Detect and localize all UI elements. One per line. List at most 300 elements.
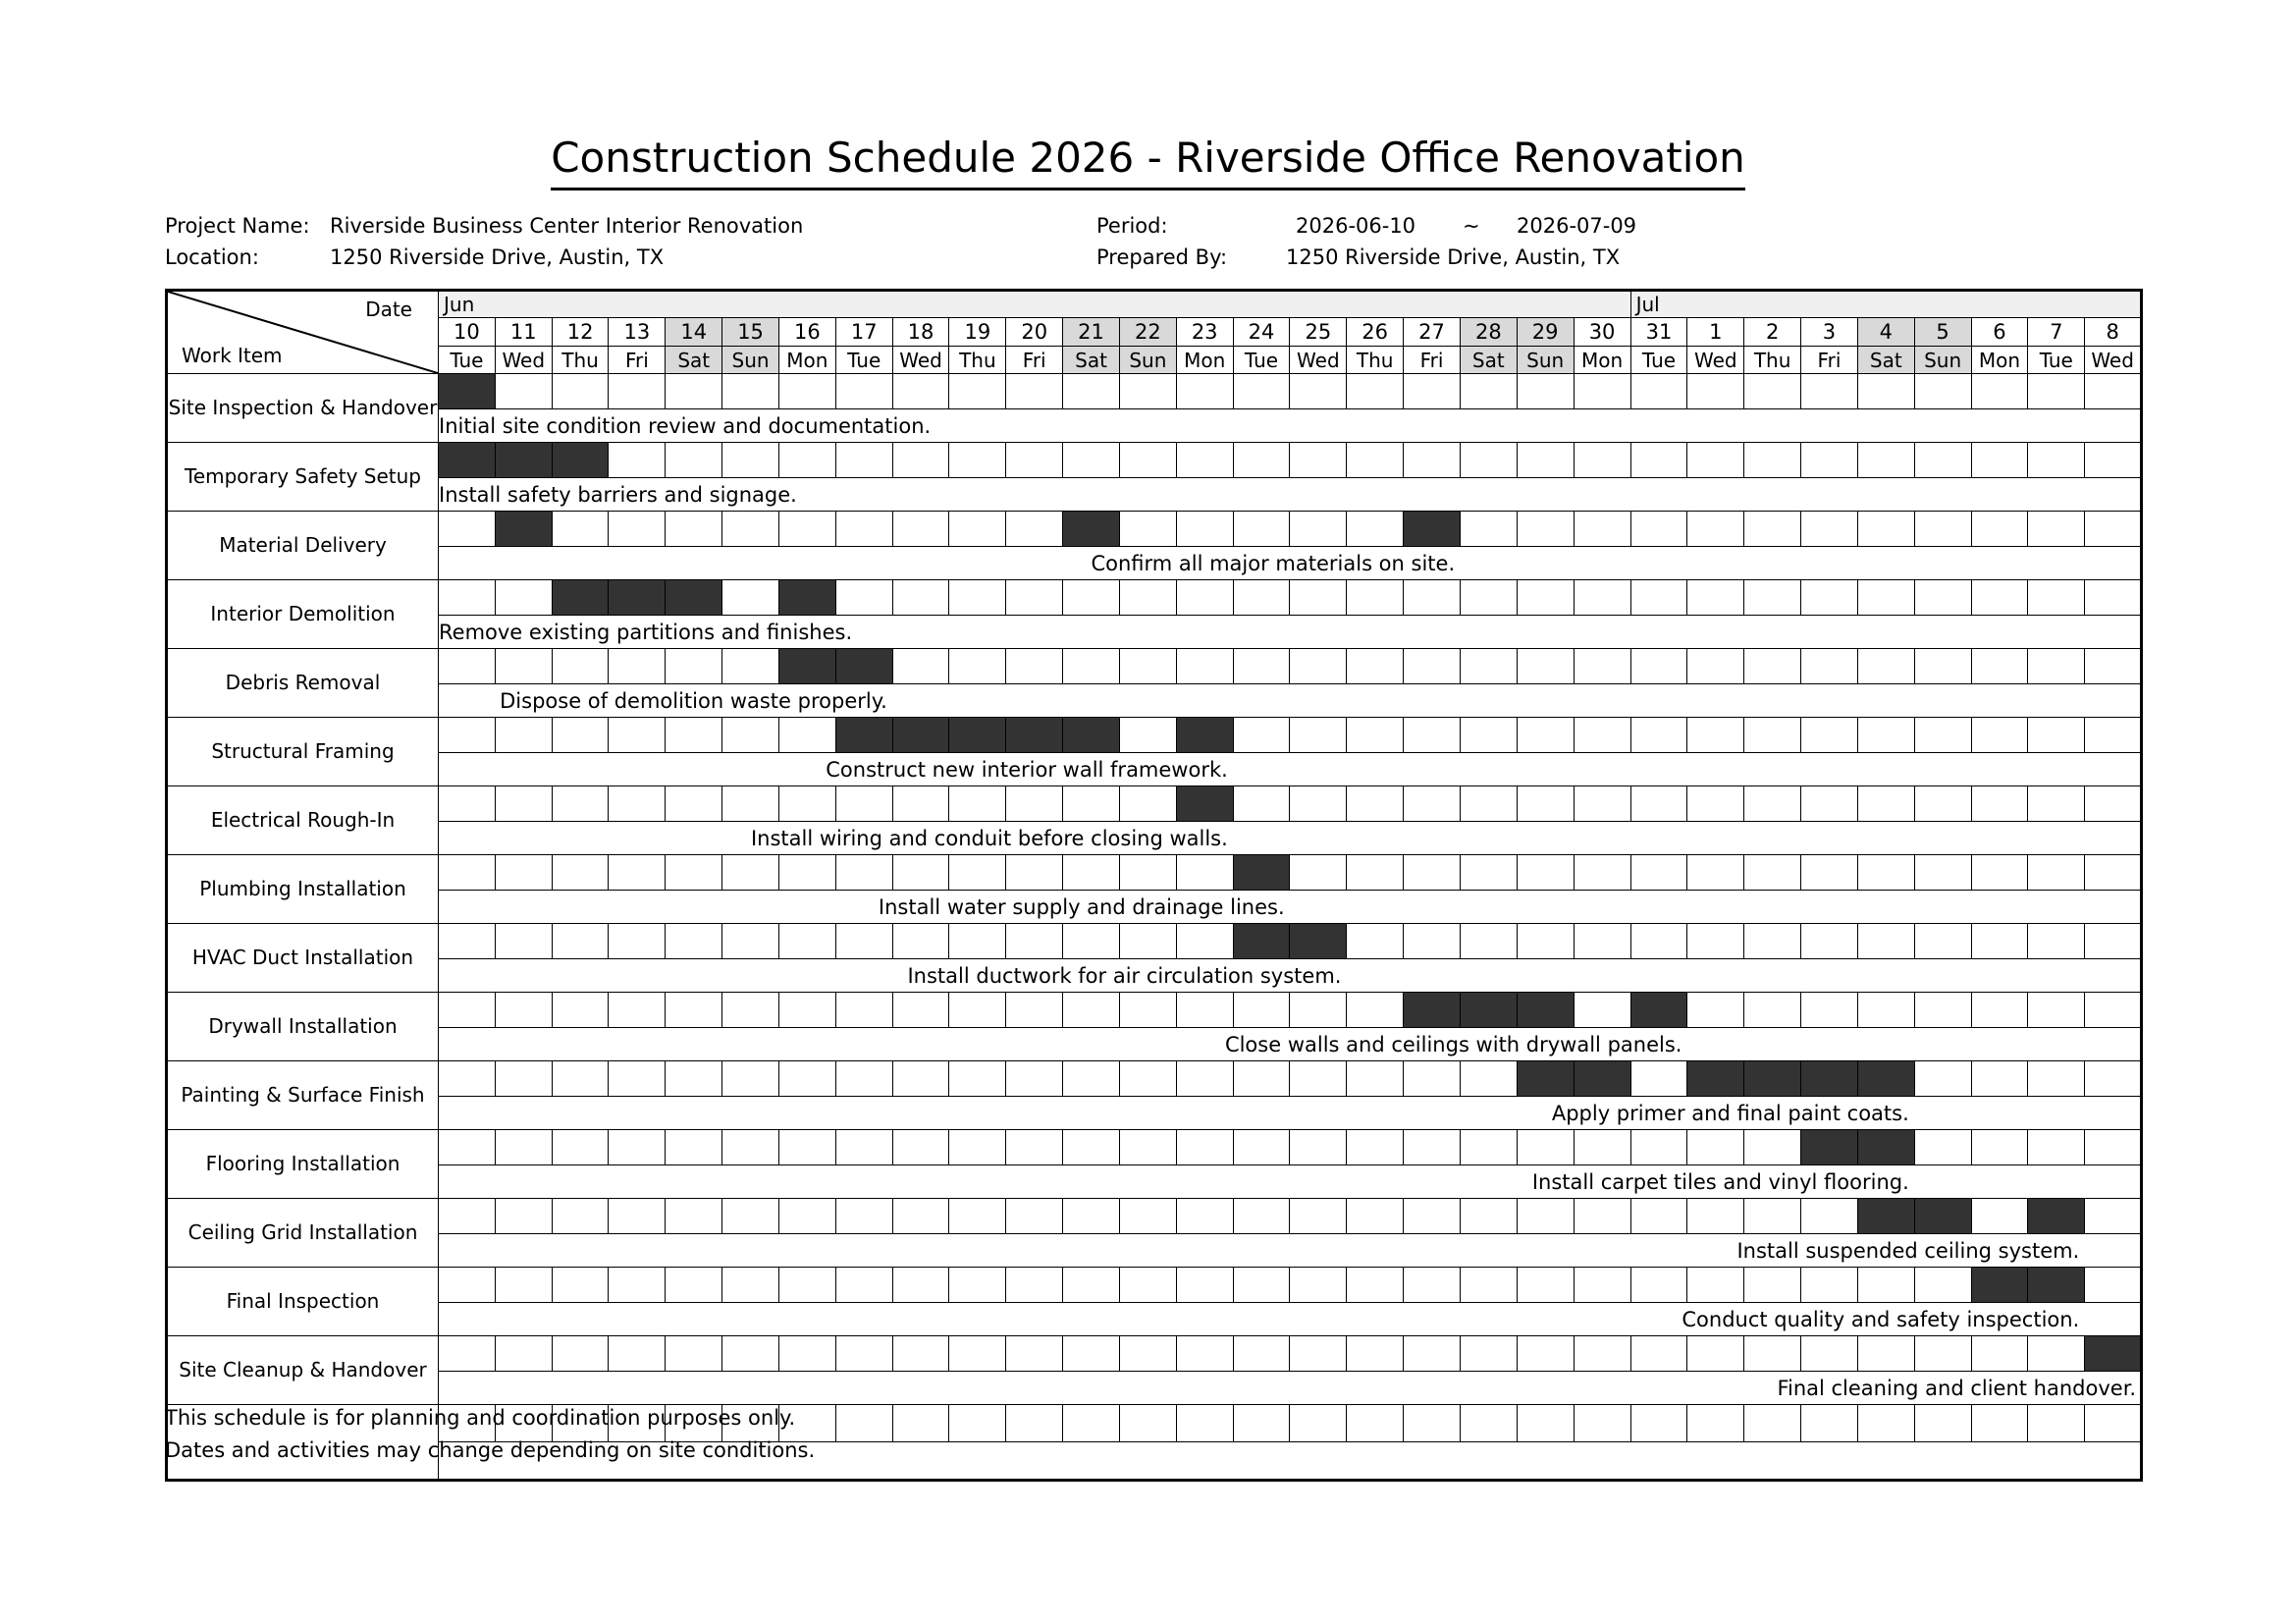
gantt-empty-cell[interactable] bbox=[1630, 924, 1687, 959]
gantt-empty-cell[interactable] bbox=[1914, 993, 1971, 1028]
gantt-empty-cell[interactable] bbox=[1404, 1336, 1461, 1372]
gantt-empty-cell[interactable] bbox=[1801, 443, 1858, 478]
gantt-empty-cell[interactable] bbox=[439, 1199, 496, 1234]
gantt-empty-cell[interactable] bbox=[2028, 1130, 2085, 1165]
gantt-empty-cell[interactable] bbox=[609, 786, 666, 822]
gantt-empty-cell[interactable] bbox=[666, 512, 722, 547]
gantt-empty-cell[interactable] bbox=[778, 718, 835, 753]
gantt-empty-cell[interactable] bbox=[439, 924, 496, 959]
gantt-empty-cell[interactable] bbox=[1404, 580, 1461, 616]
gantt-empty-cell[interactable] bbox=[835, 1130, 892, 1165]
gantt-empty-cell[interactable] bbox=[892, 1199, 949, 1234]
task-label[interactable]: Drywall Installation bbox=[167, 993, 439, 1061]
gantt-empty-cell[interactable] bbox=[1063, 649, 1120, 684]
gantt-empty-cell[interactable] bbox=[1630, 1336, 1687, 1372]
gantt-empty-cell[interactable] bbox=[1233, 512, 1290, 547]
gantt-empty-cell[interactable] bbox=[609, 1199, 666, 1234]
task-label[interactable]: Site Cleanup & Handover bbox=[167, 1336, 439, 1405]
task-label[interactable]: Temporary Safety Setup bbox=[167, 443, 439, 512]
gantt-empty-cell[interactable] bbox=[1404, 1061, 1461, 1097]
gantt-empty-cell[interactable] bbox=[1517, 443, 1574, 478]
gantt-empty-cell[interactable] bbox=[949, 580, 1006, 616]
gantt-empty-cell[interactable] bbox=[1404, 649, 1461, 684]
gantt-empty-cell[interactable] bbox=[1063, 1130, 1120, 1165]
gantt-bar-segment[interactable] bbox=[2028, 1199, 2085, 1234]
gantt-empty-cell[interactable] bbox=[1404, 786, 1461, 822]
gantt-empty-cell[interactable] bbox=[1971, 1130, 2028, 1165]
gantt-empty-cell[interactable] bbox=[1517, 718, 1574, 753]
gantt-bar-segment[interactable] bbox=[2028, 1268, 2085, 1303]
gantt-empty-cell[interactable] bbox=[1517, 1336, 1574, 1372]
gantt-empty-cell[interactable] bbox=[1290, 512, 1347, 547]
gantt-empty-cell[interactable] bbox=[722, 374, 779, 409]
gantt-empty-cell[interactable] bbox=[722, 1199, 779, 1234]
gantt-empty-cell[interactable] bbox=[2085, 786, 2142, 822]
gantt-empty-cell[interactable] bbox=[1630, 1061, 1687, 1097]
gantt-empty-cell[interactable] bbox=[439, 580, 496, 616]
gantt-empty-cell[interactable] bbox=[1119, 718, 1176, 753]
gantt-empty-cell[interactable] bbox=[1347, 374, 1404, 409]
gantt-empty-cell[interactable] bbox=[1119, 1336, 1176, 1372]
gantt-empty-cell[interactable] bbox=[1744, 1336, 1801, 1372]
gantt-empty-cell[interactable] bbox=[1063, 1405, 1120, 1442]
gantt-empty-cell[interactable] bbox=[1857, 1268, 1914, 1303]
gantt-bar-segment[interactable] bbox=[1914, 1199, 1971, 1234]
gantt-empty-cell[interactable] bbox=[552, 855, 609, 891]
gantt-empty-cell[interactable] bbox=[1517, 374, 1574, 409]
gantt-empty-cell[interactable] bbox=[1517, 855, 1574, 891]
gantt-empty-cell[interactable] bbox=[666, 1130, 722, 1165]
gantt-bar-segment[interactable] bbox=[552, 580, 609, 616]
gantt-empty-cell[interactable] bbox=[1630, 580, 1687, 616]
gantt-empty-cell[interactable] bbox=[835, 1405, 892, 1442]
gantt-empty-cell[interactable] bbox=[892, 443, 949, 478]
gantt-empty-cell[interactable] bbox=[1801, 993, 1858, 1028]
gantt-empty-cell[interactable] bbox=[1404, 718, 1461, 753]
gantt-empty-cell[interactable] bbox=[1119, 1405, 1176, 1442]
gantt-empty-cell[interactable] bbox=[1914, 924, 1971, 959]
gantt-empty-cell[interactable] bbox=[892, 1268, 949, 1303]
gantt-empty-cell[interactable] bbox=[722, 786, 779, 822]
gantt-empty-cell[interactable] bbox=[1006, 1336, 1063, 1372]
task-label[interactable]: Interior Demolition bbox=[167, 580, 439, 649]
gantt-empty-cell[interactable] bbox=[722, 443, 779, 478]
gantt-empty-cell[interactable] bbox=[1744, 993, 1801, 1028]
gantt-bar-segment[interactable] bbox=[609, 580, 666, 616]
gantt-empty-cell[interactable] bbox=[1460, 1130, 1517, 1165]
gantt-empty-cell[interactable] bbox=[1290, 1061, 1347, 1097]
gantt-empty-cell[interactable] bbox=[1914, 1268, 1971, 1303]
gantt-empty-cell[interactable] bbox=[835, 786, 892, 822]
gantt-empty-cell[interactable] bbox=[1404, 1268, 1461, 1303]
gantt-empty-cell[interactable] bbox=[835, 1199, 892, 1234]
gantt-empty-cell[interactable] bbox=[1404, 1405, 1461, 1442]
gantt-empty-cell[interactable] bbox=[892, 1405, 949, 1442]
gantt-empty-cell[interactable] bbox=[439, 1336, 496, 1372]
gantt-empty-cell[interactable] bbox=[1006, 993, 1063, 1028]
gantt-empty-cell[interactable] bbox=[778, 924, 835, 959]
gantt-empty-cell[interactable] bbox=[722, 718, 779, 753]
gantt-empty-cell[interactable] bbox=[1006, 1061, 1063, 1097]
gantt-empty-cell[interactable] bbox=[1460, 512, 1517, 547]
gantt-empty-cell[interactable] bbox=[1687, 443, 1744, 478]
gantt-empty-cell[interactable] bbox=[1857, 443, 1914, 478]
gantt-empty-cell[interactable] bbox=[1176, 1405, 1233, 1442]
gantt-empty-cell[interactable] bbox=[1574, 786, 1630, 822]
gantt-empty-cell[interactable] bbox=[495, 374, 552, 409]
gantt-empty-cell[interactable] bbox=[1687, 855, 1744, 891]
gantt-bar-segment[interactable] bbox=[778, 580, 835, 616]
gantt-empty-cell[interactable] bbox=[1290, 855, 1347, 891]
gantt-empty-cell[interactable] bbox=[1630, 443, 1687, 478]
gantt-empty-cell[interactable] bbox=[1574, 718, 1630, 753]
gantt-empty-cell[interactable] bbox=[609, 649, 666, 684]
gantt-empty-cell[interactable] bbox=[1574, 443, 1630, 478]
gantt-empty-cell[interactable] bbox=[892, 512, 949, 547]
gantt-empty-cell[interactable] bbox=[439, 1061, 496, 1097]
gantt-empty-cell[interactable] bbox=[552, 924, 609, 959]
gantt-empty-cell[interactable] bbox=[1744, 649, 1801, 684]
gantt-bar-segment[interactable] bbox=[1744, 1061, 1801, 1097]
gantt-empty-cell[interactable] bbox=[1801, 1336, 1858, 1372]
gantt-empty-cell[interactable] bbox=[1574, 649, 1630, 684]
gantt-bar-segment[interactable] bbox=[1574, 1061, 1630, 1097]
gantt-empty-cell[interactable] bbox=[1687, 580, 1744, 616]
gantt-empty-cell[interactable] bbox=[892, 1336, 949, 1372]
gantt-empty-cell[interactable] bbox=[1290, 1336, 1347, 1372]
gantt-empty-cell[interactable] bbox=[2085, 443, 2142, 478]
gantt-empty-cell[interactable] bbox=[1176, 1268, 1233, 1303]
gantt-empty-cell[interactable] bbox=[1460, 718, 1517, 753]
gantt-bar-segment[interactable] bbox=[666, 580, 722, 616]
gantt-empty-cell[interactable] bbox=[1687, 1199, 1744, 1234]
gantt-empty-cell[interactable] bbox=[1176, 443, 1233, 478]
gantt-empty-cell[interactable] bbox=[722, 580, 779, 616]
gantt-empty-cell[interactable] bbox=[1857, 649, 1914, 684]
gantt-empty-cell[interactable] bbox=[609, 993, 666, 1028]
gantt-empty-cell[interactable] bbox=[1460, 580, 1517, 616]
gantt-empty-cell[interactable] bbox=[2028, 993, 2085, 1028]
gantt-empty-cell[interactable] bbox=[666, 855, 722, 891]
gantt-empty-cell[interactable] bbox=[1744, 374, 1801, 409]
gantt-empty-cell[interactable] bbox=[1574, 924, 1630, 959]
gantt-empty-cell[interactable] bbox=[1006, 1405, 1063, 1442]
gantt-empty-cell[interactable] bbox=[1801, 1405, 1858, 1442]
gantt-bar-segment[interactable] bbox=[949, 718, 1006, 753]
task-label[interactable]: Plumbing Installation bbox=[167, 855, 439, 924]
gantt-empty-cell[interactable] bbox=[666, 993, 722, 1028]
gantt-empty-cell[interactable] bbox=[1233, 718, 1290, 753]
gantt-empty-cell[interactable] bbox=[1687, 924, 1744, 959]
gantt-empty-cell[interactable] bbox=[1801, 580, 1858, 616]
gantt-empty-cell[interactable] bbox=[778, 855, 835, 891]
gantt-empty-cell[interactable] bbox=[722, 855, 779, 891]
gantt-bar-segment[interactable] bbox=[778, 649, 835, 684]
gantt-empty-cell[interactable] bbox=[1347, 1061, 1404, 1097]
gantt-empty-cell[interactable] bbox=[1971, 1061, 2028, 1097]
gantt-empty-cell[interactable] bbox=[1687, 993, 1744, 1028]
gantt-empty-cell[interactable] bbox=[1460, 443, 1517, 478]
gantt-bar-segment[interactable] bbox=[1176, 786, 1233, 822]
gantt-empty-cell[interactable] bbox=[1119, 855, 1176, 891]
gantt-empty-cell[interactable] bbox=[666, 718, 722, 753]
gantt-empty-cell[interactable] bbox=[1801, 649, 1858, 684]
gantt-empty-cell[interactable] bbox=[1347, 993, 1404, 1028]
gantt-empty-cell[interactable] bbox=[1971, 1199, 2028, 1234]
gantt-empty-cell[interactable] bbox=[439, 1130, 496, 1165]
gantt-empty-cell[interactable] bbox=[1517, 580, 1574, 616]
gantt-empty-cell[interactable] bbox=[1801, 374, 1858, 409]
gantt-empty-cell[interactable] bbox=[1517, 786, 1574, 822]
gantt-empty-cell[interactable] bbox=[1630, 1199, 1687, 1234]
gantt-empty-cell[interactable] bbox=[1857, 855, 1914, 891]
gantt-empty-cell[interactable] bbox=[1630, 718, 1687, 753]
gantt-empty-cell[interactable] bbox=[1971, 718, 2028, 753]
gantt-empty-cell[interactable] bbox=[609, 443, 666, 478]
gantt-empty-cell[interactable] bbox=[1460, 649, 1517, 684]
gantt-empty-cell[interactable] bbox=[949, 1336, 1006, 1372]
gantt-empty-cell[interactable] bbox=[1971, 993, 2028, 1028]
gantt-bar-segment[interactable] bbox=[495, 443, 552, 478]
gantt-empty-cell[interactable] bbox=[949, 374, 1006, 409]
gantt-empty-cell[interactable] bbox=[1971, 1336, 2028, 1372]
gantt-empty-cell[interactable] bbox=[1914, 1061, 1971, 1097]
task-label[interactable]: Flooring Installation bbox=[167, 1130, 439, 1199]
gantt-empty-cell[interactable] bbox=[2085, 1199, 2142, 1234]
gantt-empty-cell[interactable] bbox=[1574, 1199, 1630, 1234]
gantt-empty-cell[interactable] bbox=[1460, 1268, 1517, 1303]
gantt-empty-cell[interactable] bbox=[495, 993, 552, 1028]
gantt-bar-segment[interactable] bbox=[1006, 718, 1063, 753]
gantt-empty-cell[interactable] bbox=[552, 649, 609, 684]
gantt-empty-cell[interactable] bbox=[2085, 1268, 2142, 1303]
gantt-empty-cell[interactable] bbox=[778, 374, 835, 409]
gantt-empty-cell[interactable] bbox=[1857, 718, 1914, 753]
gantt-empty-cell[interactable] bbox=[1006, 1199, 1063, 1234]
gantt-empty-cell[interactable] bbox=[949, 1061, 1006, 1097]
gantt-empty-cell[interactable] bbox=[2028, 786, 2085, 822]
gantt-empty-cell[interactable] bbox=[1233, 786, 1290, 822]
gantt-empty-cell[interactable] bbox=[2085, 924, 2142, 959]
gantt-empty-cell[interactable] bbox=[1744, 718, 1801, 753]
gantt-empty-cell[interactable] bbox=[1971, 855, 2028, 891]
gantt-empty-cell[interactable] bbox=[1517, 1130, 1574, 1165]
gantt-empty-cell[interactable] bbox=[2028, 1336, 2085, 1372]
gantt-empty-cell[interactable] bbox=[1574, 580, 1630, 616]
gantt-empty-cell[interactable] bbox=[1744, 924, 1801, 959]
gantt-empty-cell[interactable] bbox=[1063, 855, 1120, 891]
gantt-empty-cell[interactable] bbox=[609, 1130, 666, 1165]
gantt-empty-cell[interactable] bbox=[722, 649, 779, 684]
gantt-empty-cell[interactable] bbox=[1176, 855, 1233, 891]
gantt-empty-cell[interactable] bbox=[1347, 1336, 1404, 1372]
gantt-empty-cell[interactable] bbox=[1971, 924, 2028, 959]
gantt-empty-cell[interactable] bbox=[666, 374, 722, 409]
gantt-empty-cell[interactable] bbox=[1119, 924, 1176, 959]
gantt-empty-cell[interactable] bbox=[495, 1199, 552, 1234]
gantt-empty-cell[interactable] bbox=[2085, 374, 2142, 409]
gantt-empty-cell[interactable] bbox=[1857, 1405, 1914, 1442]
gantt-empty-cell[interactable] bbox=[1290, 443, 1347, 478]
gantt-empty-cell[interactable] bbox=[495, 924, 552, 959]
gantt-empty-cell[interactable] bbox=[722, 1268, 779, 1303]
gantt-empty-cell[interactable] bbox=[1517, 924, 1574, 959]
gantt-empty-cell[interactable] bbox=[1233, 580, 1290, 616]
gantt-empty-cell[interactable] bbox=[1687, 1130, 1744, 1165]
gantt-empty-cell[interactable] bbox=[1574, 1268, 1630, 1303]
gantt-empty-cell[interactable] bbox=[1119, 1199, 1176, 1234]
gantt-bar-segment[interactable] bbox=[835, 649, 892, 684]
gantt-empty-cell[interactable] bbox=[778, 993, 835, 1028]
gantt-empty-cell[interactable] bbox=[1914, 1336, 1971, 1372]
gantt-empty-cell[interactable] bbox=[1687, 786, 1744, 822]
gantt-empty-cell[interactable] bbox=[1971, 512, 2028, 547]
gantt-empty-cell[interactable] bbox=[2028, 1061, 2085, 1097]
gantt-empty-cell[interactable] bbox=[1347, 855, 1404, 891]
gantt-empty-cell[interactable] bbox=[835, 855, 892, 891]
gantt-bar-segment[interactable] bbox=[1687, 1061, 1744, 1097]
gantt-empty-cell[interactable] bbox=[1404, 374, 1461, 409]
gantt-empty-cell[interactable] bbox=[1347, 512, 1404, 547]
gantt-empty-cell[interactable] bbox=[1914, 786, 1971, 822]
gantt-empty-cell[interactable] bbox=[949, 924, 1006, 959]
gantt-empty-cell[interactable] bbox=[1404, 855, 1461, 891]
gantt-empty-cell[interactable] bbox=[1744, 855, 1801, 891]
gantt-empty-cell[interactable] bbox=[1006, 786, 1063, 822]
gantt-bar-segment[interactable] bbox=[495, 512, 552, 547]
gantt-empty-cell[interactable] bbox=[609, 1268, 666, 1303]
gantt-empty-cell[interactable] bbox=[1857, 924, 1914, 959]
gantt-empty-cell[interactable] bbox=[1744, 1405, 1801, 1442]
gantt-empty-cell[interactable] bbox=[609, 855, 666, 891]
gantt-empty-cell[interactable] bbox=[439, 512, 496, 547]
gantt-empty-cell[interactable] bbox=[2028, 512, 2085, 547]
gantt-empty-cell[interactable] bbox=[892, 855, 949, 891]
gantt-empty-cell[interactable] bbox=[439, 993, 496, 1028]
gantt-empty-cell[interactable] bbox=[2028, 718, 2085, 753]
gantt-empty-cell[interactable] bbox=[1971, 1405, 2028, 1442]
gantt-empty-cell[interactable] bbox=[1176, 374, 1233, 409]
gantt-empty-cell[interactable] bbox=[1063, 580, 1120, 616]
gantt-empty-cell[interactable] bbox=[439, 1268, 496, 1303]
gantt-empty-cell[interactable] bbox=[949, 1405, 1006, 1442]
gantt-empty-cell[interactable] bbox=[1063, 1336, 1120, 1372]
gantt-empty-cell[interactable] bbox=[1801, 924, 1858, 959]
gantt-empty-cell[interactable] bbox=[1347, 1405, 1404, 1442]
gantt-empty-cell[interactable] bbox=[1233, 1405, 1290, 1442]
gantt-empty-cell[interactable] bbox=[2085, 1130, 2142, 1165]
gantt-empty-cell[interactable] bbox=[1347, 649, 1404, 684]
gantt-empty-cell[interactable] bbox=[949, 443, 1006, 478]
gantt-empty-cell[interactable] bbox=[1687, 718, 1744, 753]
gantt-empty-cell[interactable] bbox=[892, 993, 949, 1028]
gantt-empty-cell[interactable] bbox=[949, 993, 1006, 1028]
gantt-bar-segment[interactable] bbox=[1630, 993, 1687, 1028]
gantt-empty-cell[interactable] bbox=[552, 786, 609, 822]
gantt-empty-cell[interactable] bbox=[949, 855, 1006, 891]
gantt-empty-cell[interactable] bbox=[1914, 443, 1971, 478]
gantt-empty-cell[interactable] bbox=[1176, 649, 1233, 684]
gantt-empty-cell[interactable] bbox=[1347, 1130, 1404, 1165]
gantt-empty-cell[interactable] bbox=[1290, 1268, 1347, 1303]
gantt-empty-cell[interactable] bbox=[1744, 786, 1801, 822]
gantt-empty-cell[interactable] bbox=[949, 1130, 1006, 1165]
gantt-empty-cell[interactable] bbox=[1744, 1199, 1801, 1234]
gantt-empty-cell[interactable] bbox=[2028, 374, 2085, 409]
gantt-empty-cell[interactable] bbox=[1176, 993, 1233, 1028]
gantt-empty-cell[interactable] bbox=[778, 1268, 835, 1303]
gantt-empty-cell[interactable] bbox=[1233, 649, 1290, 684]
gantt-bar-segment[interactable] bbox=[1404, 993, 1461, 1028]
gantt-empty-cell[interactable] bbox=[1176, 1130, 1233, 1165]
gantt-empty-cell[interactable] bbox=[1857, 786, 1914, 822]
gantt-empty-cell[interactable] bbox=[835, 1336, 892, 1372]
gantt-empty-cell[interactable] bbox=[1517, 1199, 1574, 1234]
gantt-empty-cell[interactable] bbox=[495, 855, 552, 891]
gantt-empty-cell[interactable] bbox=[778, 1336, 835, 1372]
gantt-empty-cell[interactable] bbox=[949, 512, 1006, 547]
gantt-empty-cell[interactable] bbox=[778, 512, 835, 547]
gantt-empty-cell[interactable] bbox=[1630, 855, 1687, 891]
gantt-empty-cell[interactable] bbox=[892, 374, 949, 409]
gantt-empty-cell[interactable] bbox=[1630, 786, 1687, 822]
gantt-empty-cell[interactable] bbox=[1574, 512, 1630, 547]
gantt-empty-cell[interactable] bbox=[609, 1061, 666, 1097]
task-label[interactable]: Debris Removal bbox=[167, 649, 439, 718]
gantt-bar-segment[interactable] bbox=[1857, 1130, 1914, 1165]
gantt-empty-cell[interactable] bbox=[1460, 374, 1517, 409]
gantt-empty-cell[interactable] bbox=[609, 1336, 666, 1372]
gantt-empty-cell[interactable] bbox=[1801, 1268, 1858, 1303]
gantt-empty-cell[interactable] bbox=[495, 718, 552, 753]
gantt-empty-cell[interactable] bbox=[2085, 993, 2142, 1028]
gantt-bar-segment[interactable] bbox=[892, 718, 949, 753]
gantt-empty-cell[interactable] bbox=[1063, 924, 1120, 959]
gantt-empty-cell[interactable] bbox=[1801, 786, 1858, 822]
gantt-empty-cell[interactable] bbox=[949, 1199, 1006, 1234]
gantt-bar-segment[interactable] bbox=[2085, 1336, 2142, 1372]
task-label[interactable]: Site Inspection & Handover bbox=[167, 374, 439, 443]
gantt-empty-cell[interactable] bbox=[722, 1130, 779, 1165]
gantt-empty-cell[interactable] bbox=[835, 1061, 892, 1097]
gantt-empty-cell[interactable] bbox=[1233, 1268, 1290, 1303]
gantt-empty-cell[interactable] bbox=[1063, 443, 1120, 478]
gantt-empty-cell[interactable] bbox=[1176, 1336, 1233, 1372]
gantt-empty-cell[interactable] bbox=[552, 993, 609, 1028]
gantt-bar-segment[interactable] bbox=[1460, 993, 1517, 1028]
gantt-empty-cell[interactable] bbox=[1063, 786, 1120, 822]
gantt-empty-cell[interactable] bbox=[1914, 1405, 1971, 1442]
gantt-empty-cell[interactable] bbox=[835, 443, 892, 478]
gantt-empty-cell[interactable] bbox=[892, 924, 949, 959]
gantt-empty-cell[interactable] bbox=[1687, 512, 1744, 547]
gantt-empty-cell[interactable] bbox=[1290, 1199, 1347, 1234]
gantt-empty-cell[interactable] bbox=[722, 1061, 779, 1097]
gantt-empty-cell[interactable] bbox=[1914, 855, 1971, 891]
gantt-empty-cell[interactable] bbox=[1119, 374, 1176, 409]
gantt-empty-cell[interactable] bbox=[835, 374, 892, 409]
gantt-empty-cell[interactable] bbox=[1460, 786, 1517, 822]
gantt-empty-cell[interactable] bbox=[722, 924, 779, 959]
gantt-empty-cell[interactable] bbox=[1063, 1061, 1120, 1097]
gantt-bar-segment[interactable] bbox=[1801, 1130, 1858, 1165]
gantt-empty-cell[interactable] bbox=[778, 1061, 835, 1097]
gantt-empty-cell[interactable] bbox=[1119, 1061, 1176, 1097]
gantt-empty-cell[interactable] bbox=[2085, 1405, 2142, 1442]
gantt-bar-segment[interactable] bbox=[1176, 718, 1233, 753]
gantt-empty-cell[interactable] bbox=[835, 924, 892, 959]
gantt-empty-cell[interactable] bbox=[1971, 580, 2028, 616]
